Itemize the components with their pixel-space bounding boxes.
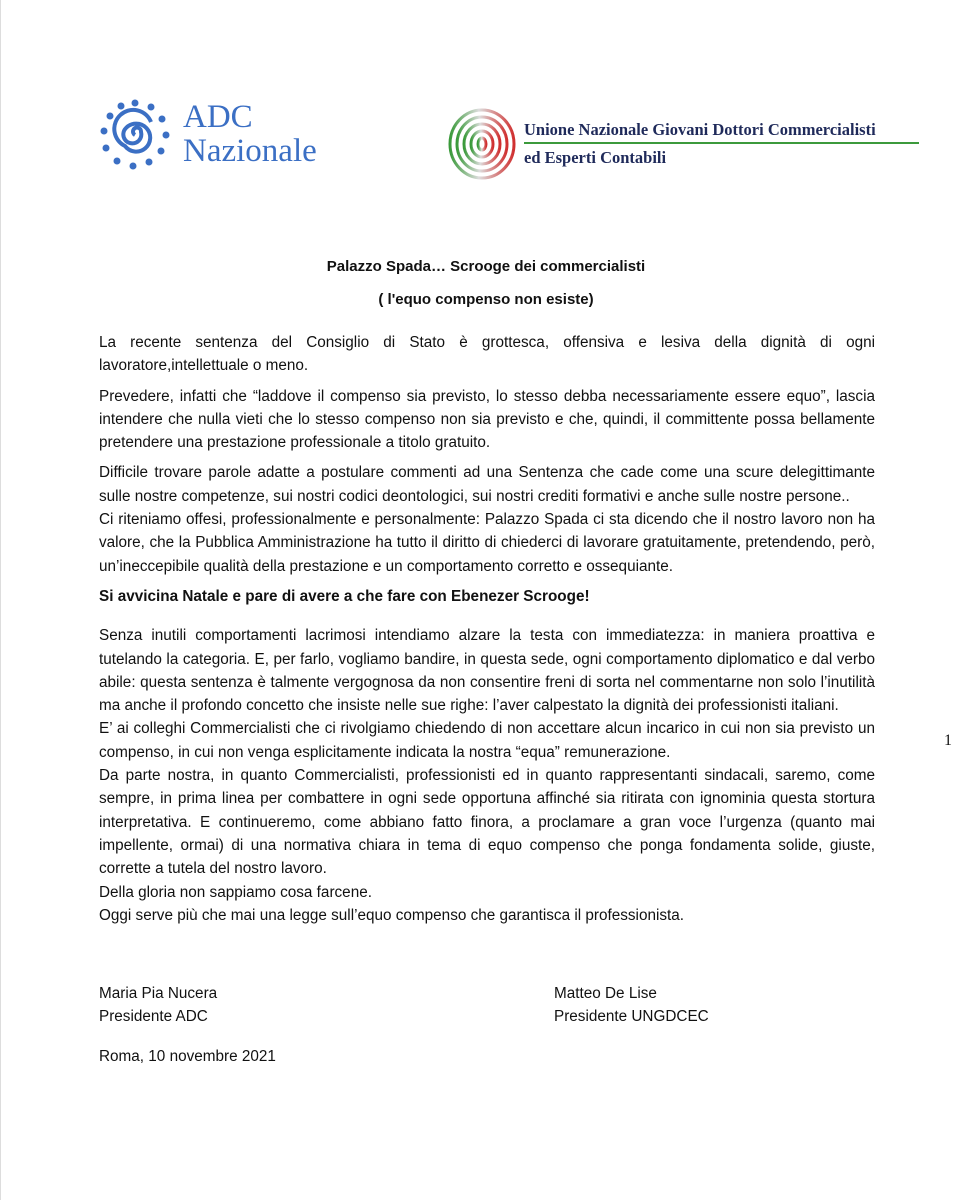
- paragraph: Oggi serve più che mai una legge sull’equo compenso che garantisca il professionista.: [99, 906, 685, 924]
- paragraph: Difficile trovare parole adatte a postulare commenti ad una Sentenza che cade come una scure delegittimante sulle nostre competenze, sui nostri codici deontologici, sui nostri crediti formativi e anche sulle nostre persone..: [99, 464, 875, 505]
- signer-name: Maria Pia Nucera: [99, 985, 218, 1002]
- signature-adc: [99, 982, 217, 1029]
- paragraph: Da parte nostra, in quanto Commercialisti, professionisti ed in quanto rappresentanti sindacali, saremo, come sempre, in prima linea per combattere in ogni sede opportuna affinché sia ritirata con ignominia questa stortura interpretativa. E continueremo, come abbiano fatto finora, a proclamare a gran voce l’urgenza (quanto mai impellente, ormai) di una normativa chiara in tema di equo compenso che ponga fondamenta solide, giuste, corrette a tutela del nostro lavoro.: [99, 767, 875, 878]
- fingerprint-flag-icon: [446, 108, 518, 180]
- document-body: [99, 331, 875, 927]
- page-number: 1: [944, 732, 952, 749]
- paragraph: Senza inutili comportamenti lacrimosi intendiamo alzare la testa con immediatezza: in maniera proattiva e tutelando la categoria. E, per farlo, vogliamo bandire, in questa sede, ogni comportamento diplomatico e dal verbo abile: questa sentenza è talmente vergognosa da non consentire freni di sorta nel commentarne non solo l’inutilità ma anche il profondo concetto che insiste nelle sue righe: l’aver calpestato la dignità dei professionisti italiani.: [99, 627, 875, 715]
- paragraph: Prevedere, infatti che “laddove il compenso sia previsto, lo stesso debba necessariamente essere equo”, lascia intendere che nulla vieti che lo stesso compenso non sia previsto e che, quindi, il committente possa bellamente pretendere una prestazione professionale a titolo gratuito.: [99, 387, 875, 452]
- document-subtitle: ( l'equo compenso non esiste): [378, 291, 594, 308]
- paragraph: La recente sentenza del Consiglio di Stato è grottesca, offensiva e lesiva della dignità di ogni lavoratore,intellettuale o meno.: [99, 334, 875, 375]
- signer-name: Matteo De Lise: [554, 985, 657, 1002]
- paragraph: E’ ai colleghi Commercialisti che ci rivolgiamo chiedendo di non accettare alcun incarico in cui non sia previsto un compenso, in cui non venga esplicitamente indicata la nostra “equa” remunerazione.: [99, 720, 875, 761]
- signature-ungdcec: [554, 982, 709, 1029]
- bold-heading: Si avvicina Natale e pare di avere a che fare con Ebenezer Scrooge!: [99, 587, 590, 605]
- adc-logo-line1: ADC: [183, 99, 253, 135]
- signer-role: Presidente UNGDCEC: [554, 1008, 709, 1026]
- signer-role: Presidente ADC: [99, 1008, 208, 1026]
- document-title: Palazzo Spada… Scrooge dei commercialisti: [326, 258, 646, 275]
- ungdcec-logo-line2: ed Esperti Contabili: [524, 148, 667, 167]
- paragraph: Ci riteniamo offesi, professionalmente e personalmente: Palazzo Spada ci sta dicendo che il nostro lavoro non ha valore, che la Pubblica Amministrazione ha tutto il diritto di chiederci di lavorare gratuitamente, pretendendo, però, un’ineccepibile qualità della prestazione e un comportamento corretto e ossequiante.: [99, 511, 875, 575]
- paragraph: Della gloria non sappiamo cosa farcene.: [99, 883, 372, 901]
- adc-logo-line2: Nazionale: [183, 133, 317, 169]
- sun-spiral-icon: [99, 98, 171, 170]
- ungdcec-logo: [446, 108, 919, 180]
- adc-logo: [99, 98, 317, 170]
- document-date: Roma, 10 novembre 2021: [99, 1048, 276, 1065]
- ungdcec-logo-line1: Unione Nazionale Giovani Dottori Commercialisti: [524, 120, 919, 144]
